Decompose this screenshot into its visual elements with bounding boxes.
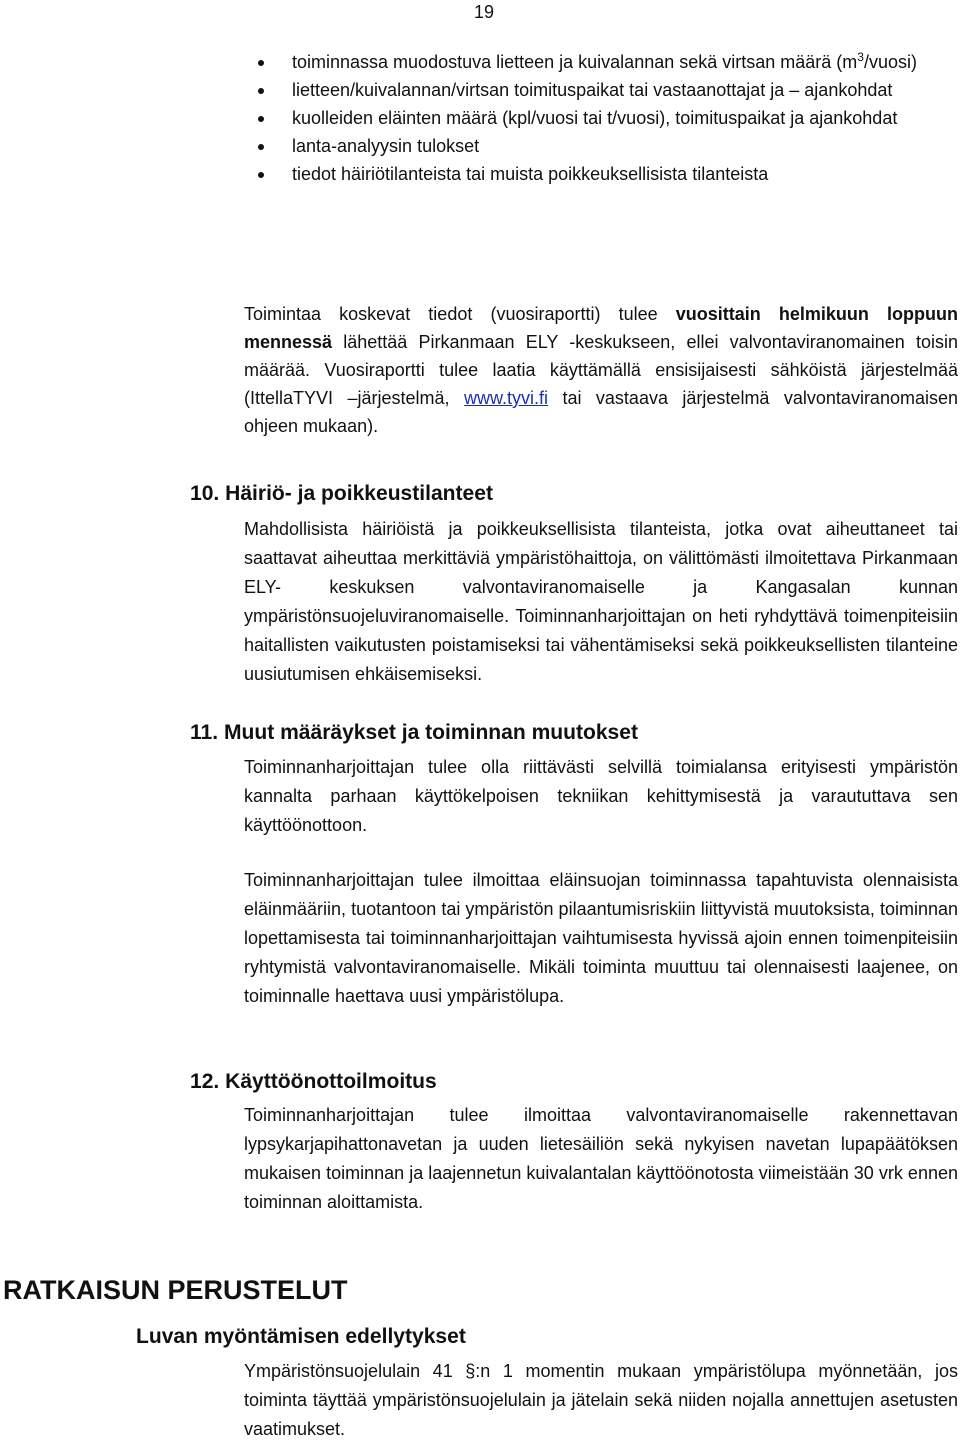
- sub-heading: Luvan myöntämisen edellytykset: [136, 1325, 466, 1348]
- bullet-icon: [258, 88, 264, 94]
- list-item: kuolleiden eläinten määrä (kpl/vuosi tai t/vuosi), toimituspaikat ja ajankohdat: [292, 104, 958, 132]
- list-item: toiminnassa muodostuva lietteen ja kuivalannan sekä virtsan määrä $(m^3/vuosi)$: [292, 48, 958, 76]
- section-11-text-1: Toiminnanharjoittajan tulee olla riittävästi selvillä toimialansa erityisesti ympäristön kannalta parhaan käyttökelpoisen tekniikan kehittymisestä ja varaututtava sen käyttöönottoon.: [244, 757, 958, 835]
- tyvi-link[interactable]: www.tyvi.fi: [463, 388, 548, 408]
- bullet-icon: [258, 144, 264, 150]
- main-heading: RATKAISUN PERUSTELUT: [3, 1275, 348, 1305]
- page-number: 19: [474, 2, 495, 22]
- section-10-text: Mahdollisista häiriöistä ja poikkeuksellisista tilanteista, jotka ovat aiheuttaneet tai saattavat aiheuttaa merkittäviä ympäristöhaittoja, on välittömästi ilmoitettava Pirkanmaan ELY- keskuksen valvontaviranomaiselle ja Kangasalan kunnan ympäristönsuojeluviranomaiselle. Toiminnanharjoittajan on heti ryhdyttävä toimenpiteisiin haitallisten vaikutusten poistamiseksi tai vähentämiseksi sekä poikkeuksellisten tilanteine uusiutumisen ehkäisemiseksi.: [244, 519, 958, 684]
- bullet-icon: [258, 60, 264, 66]
- annual-report-paragraph: Toimintaa koskevat tiedot (vuosiraportti) tulee vuosittain helmikuun loppuun mennessä lähettää Pirkanmaan ELY -keskukseen, ellei valvontaviranomainen toisin määrää. Vuosiraportti tulee laatia käyttämällä ensisijaisesti sähköistä järjestelmää (IttellaTYVI –järjestelmä, www.tyvi.fi tai vastaava järjestelmä valvontaviranomaisen ohjeen mukaan).: [244, 304, 958, 436]
- final-paragraph: Ympäristönsuojelulain 41 §:n 1 momentin mukaan ympäristölupa myönnetään, jos toiminta täyttää ympäristönsuojelulain ja jätelain sekä niiden nojalla annettujen asetusten vaatimukset.: [244, 1361, 958, 1439]
- section-11-text-2: Toiminnanharjoittajan tulee ilmoittaa eläinsuojan toiminnassa tapahtuvista olennaisista eläinmääriin, tuotantoon tai ympäristön pilaantumisriskiin liittyvistä muutoksista, toiminnan lopettamisesta tai toiminnanharjoittajan vaihtumisesta hyvissä ajoin ennen toimenpiteisiin ryhtymistä valvontaviranomaiselle. Mikäli toiminta muuttuu tai olennaisesti laajenee, on toiminnalle haettava uusi ympäristölupa.: [244, 870, 958, 1006]
- list-item: lanta-analyysin tulokset: [292, 132, 958, 160]
- section-12-heading: 12. Käyttöönottoilmoitus: [190, 1070, 437, 1093]
- list-item: lietteen/kuivalannan/virtsan toimituspaikat tai vastaanottajat ja – ajankohdat: [292, 76, 958, 104]
- section-11-heading: 11. Muut määräykset ja toiminnan muutokset: [190, 721, 638, 744]
- section-10-heading: 10. Häiriö- ja poikkeustilanteet: [190, 482, 493, 505]
- report-contents-list: [0, 48, 960, 188]
- bullet-icon: [258, 116, 264, 122]
- deadline-emphasis: vuosittain helmikuun loppuun mennessä: [244, 304, 958, 352]
- list-item: tiedot häiriötilanteista tai muista poikkeuksellisista tilanteista: [292, 160, 958, 188]
- section-12-text: Toiminnanharjoittajan tulee ilmoittaa valvontaviranomaiselle rakennettavan lypsykarjapihattonavetan ja uuden lietesäiliön sekä nykyisen navetan lupapäätöksen mukaisen toiminnan ja laajennetun kuivalantalan käyttöönotosta viimeistään 30 vrk ennen toiminnan aloittamista.: [244, 1105, 958, 1212]
- bullet-icon: [258, 172, 264, 178]
